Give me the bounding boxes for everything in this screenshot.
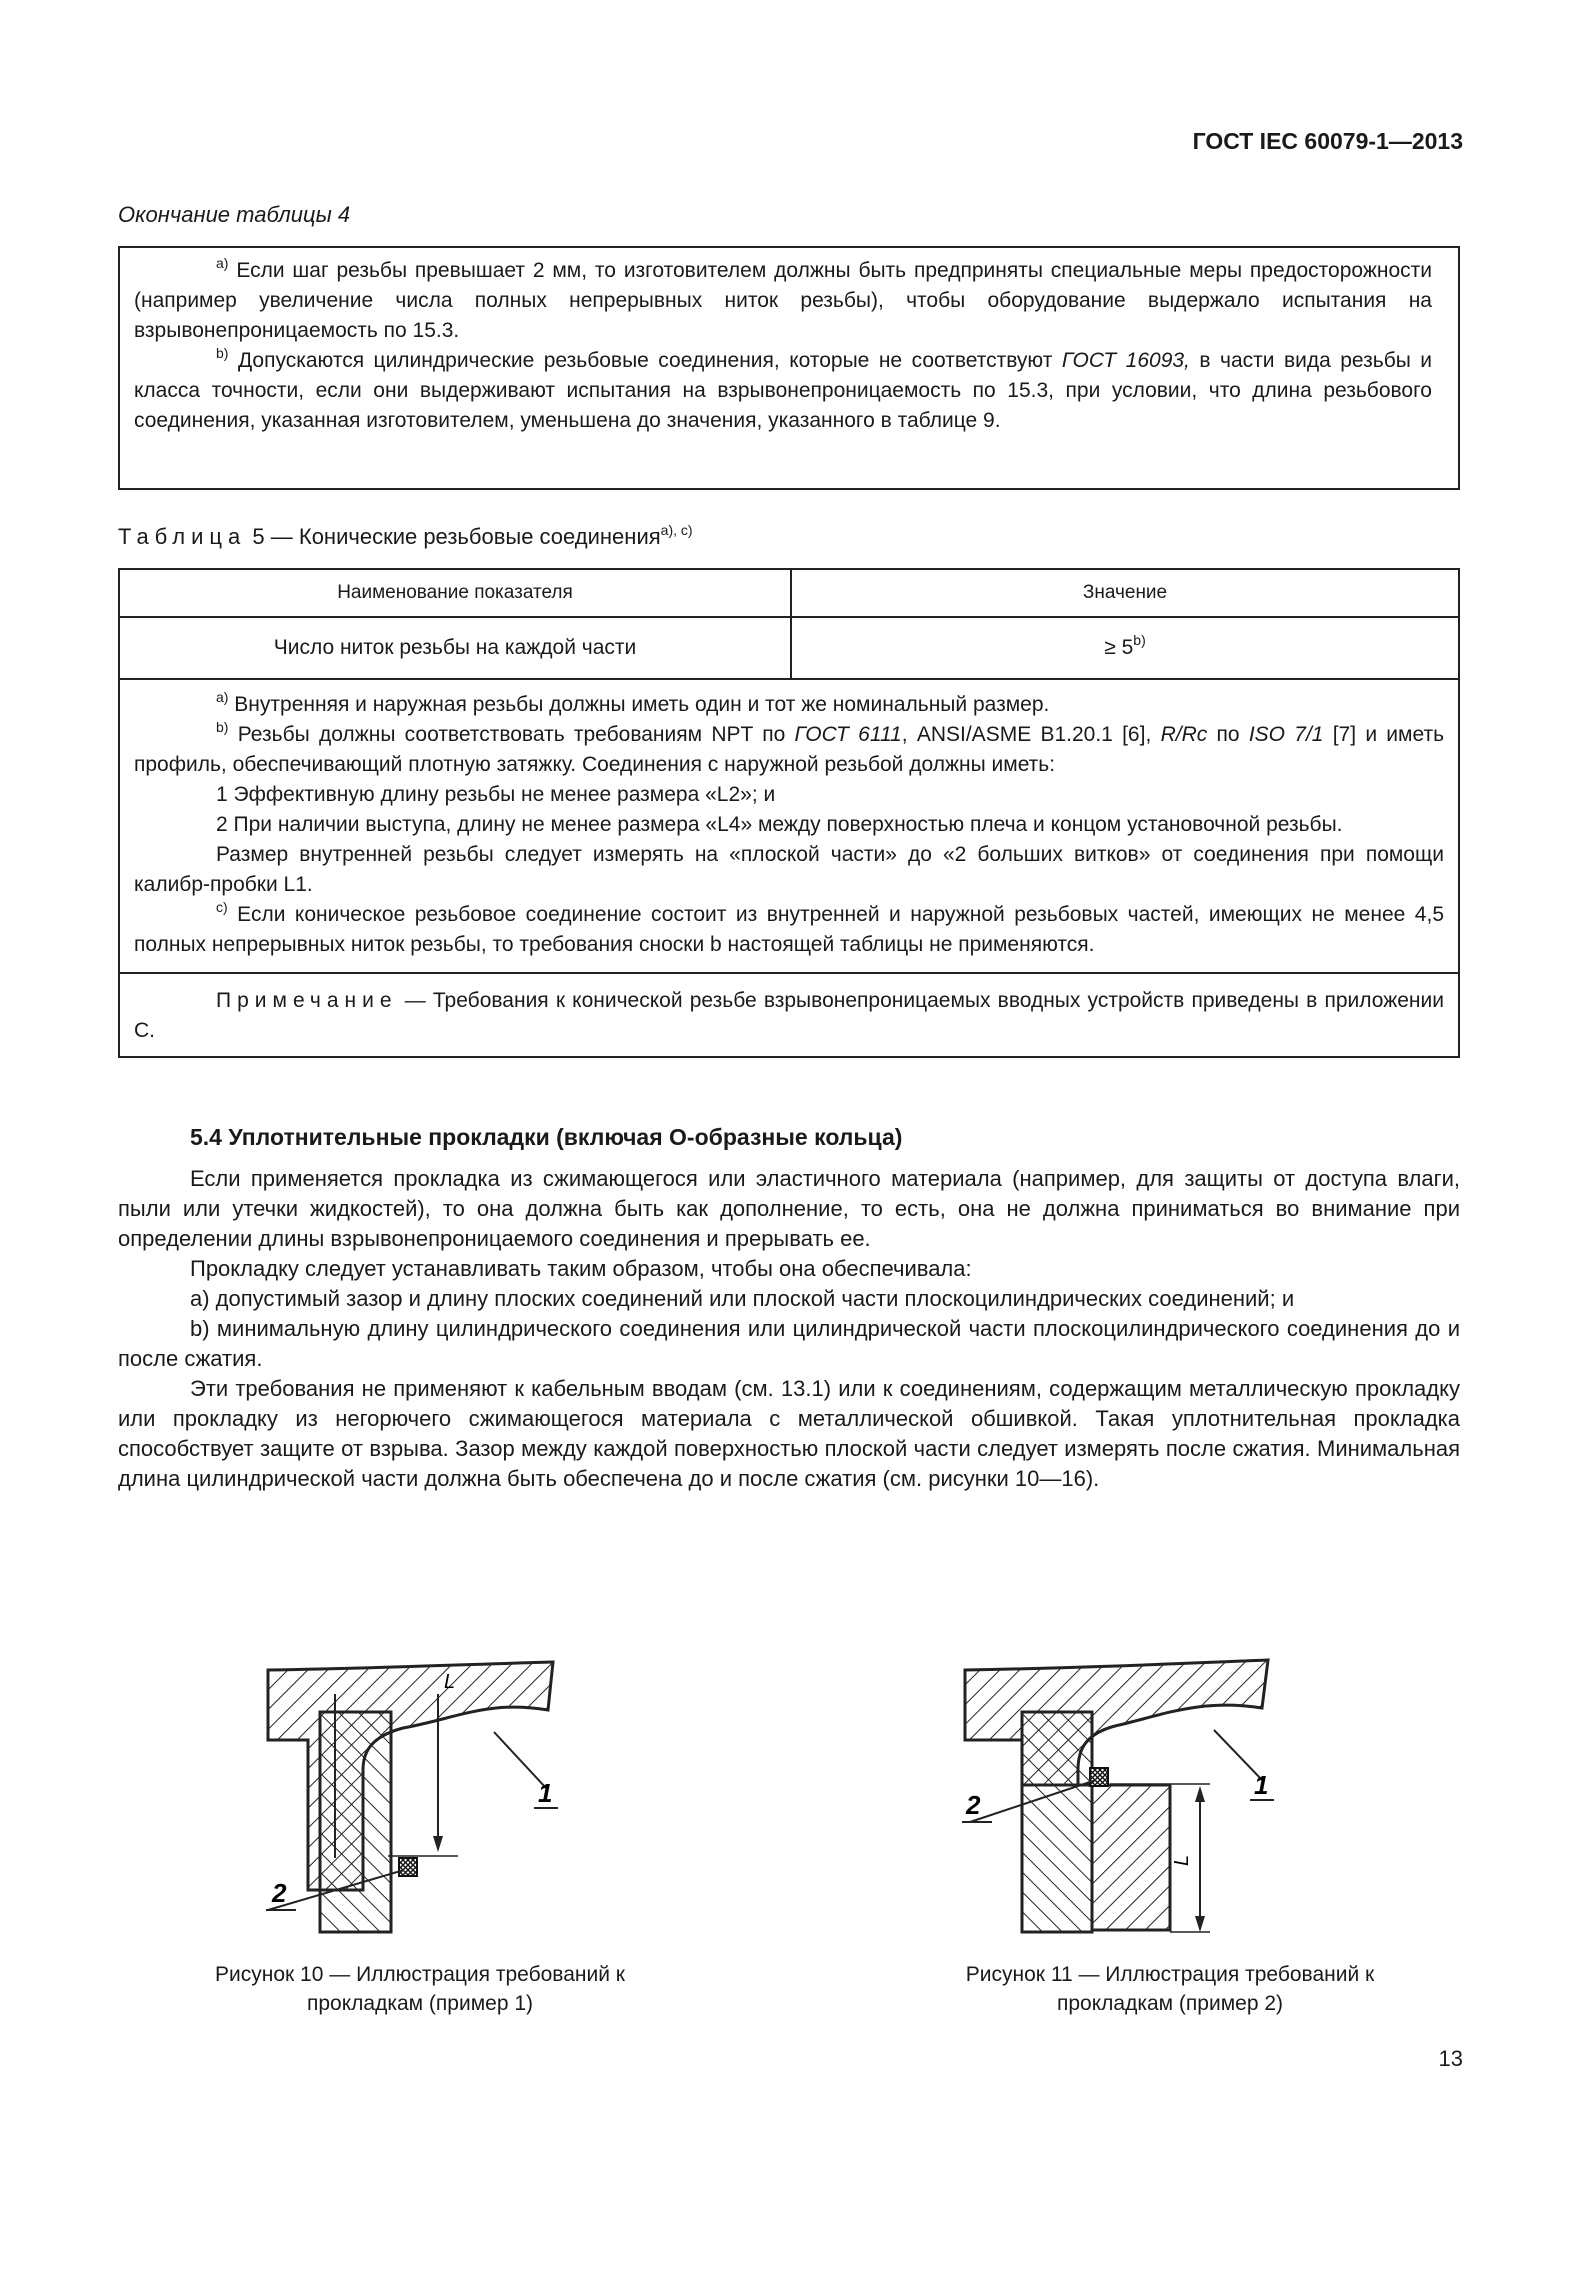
table4-footnote-a xyxy=(134,256,1432,346)
paragraph: Прокладку следует устанавливать таким образом, чтобы она обеспечивала: xyxy=(190,1256,972,1281)
table-title: — Конические резьбовые соединения xyxy=(270,524,661,549)
paragraph: Эти требования не применяют к кабельным вводам (см. 13.1) или к соединениям, содержащим металлическую прокладку или прокладку из негорючего сжимающегося материала с металлической обшивкой. Такая уплотнительная прокладка способствует защите от взрыва. Зазор между каждой поверхностью плоской части следует измерять после сжатия. Минимальная длина цилиндрической части должна быть обеспечена до и после сжатия (см. рисунки 10—16). xyxy=(118,1376,1460,1491)
table-title-footnote-marks: а), c) xyxy=(660,522,693,538)
paragraph: Если применяется прокладка из сжимающегося или эластичного материала (например, для защиты от доступа влаги, пыли или утечки жидкостей), то она должна быть как дополнение, то есть, она не должна приниматься во внимание при определении длины взрывонепроницаемого соединения и прерывать ее. xyxy=(118,1166,1460,1251)
paragraph: b) минимальную длину цилиндрического соединения или цилиндрической части плоскоцилиндрического соединения до и после сжатия. xyxy=(118,1316,1460,1371)
label-1: 1 xyxy=(538,1778,553,1808)
page-number: 13 xyxy=(1438,2046,1463,2071)
footnote-mark: b) xyxy=(216,345,229,361)
footnote-text: в части вида резьбы и класса точности, если они выдерживают испытания на взрывонепроницаемость по 15.3, при условии, что длина резьбового соединения, указанная изготовителем, уменьшена до значения, указанного в таблице 9. xyxy=(134,349,1433,432)
thread-designation: R/Rc xyxy=(1160,723,1208,746)
table-continuation-caption: Окончание таблицы 4 xyxy=(118,202,351,227)
paragraph: a) допустимый зазор и длину плоских соединений или плоской части плоскоцилиндрических соединений; и xyxy=(190,1286,1295,1311)
dimension-arrow-bottom xyxy=(1195,1916,1205,1932)
label-2: 2 xyxy=(966,1790,981,1820)
table5-note-cell xyxy=(119,973,1459,1057)
standard-reference: ГОСТ 16093, xyxy=(1061,349,1190,372)
table4-footnotes-box xyxy=(118,246,1460,490)
footnote-text: Резьбы должны соответствовать требованиям NPT по xyxy=(237,723,786,746)
table5-note xyxy=(134,986,1444,1046)
figure-10-caption: Рисунок 10 — Иллюстрация требований к прокладкам (пример 1) xyxy=(215,1963,625,2015)
table-row xyxy=(119,617,1459,679)
section-title: 5.4 Уплотнительные прокладки (включая О-образные кольца) xyxy=(190,1124,903,1150)
col-header-value: Значение xyxy=(791,569,1459,617)
table5-footnote-b-item1: 1 Эффективную длину резьбы не менее размера «L2»; и xyxy=(216,783,776,806)
table5-footnotes-row xyxy=(119,679,1459,973)
label-1: 1 xyxy=(1254,1770,1269,1800)
footnote-text: Внутренняя и наружная резьбы должны иметь один и тот же номинальный размер. xyxy=(234,693,1050,716)
figure-10-drawing xyxy=(208,1640,648,1950)
footnote-text: по xyxy=(1216,723,1240,746)
table5-footnote-b-measure: Размер внутренней резьбы следует измерять на «плоской части» до «2 больших витков» от соединения при помощи калибр-пробки L1. xyxy=(134,843,1444,896)
footnote-text: Если шаг резьбы превышает 2 мм, то изготовителем должны быть предприняты специальные меры предосторожности (например увеличение числа полных непрерывных ниток резьбы), чтобы оборудование выдержало испытания на взрывонепроницаемость по 15.3. xyxy=(134,259,1432,342)
footnote-mark: c) xyxy=(216,899,228,915)
table5-caption xyxy=(118,524,693,550)
gasket-seal xyxy=(1090,1768,1108,1786)
table5-note-row xyxy=(119,973,1459,1057)
lower-part-outline xyxy=(1022,1712,1092,1932)
table-number: 5 xyxy=(252,524,265,549)
footnote-mark: a) xyxy=(216,255,229,271)
lower-part-outline xyxy=(320,1712,391,1932)
label-L: L xyxy=(1171,1854,1193,1866)
footnote-text: Допускаются цилиндрические резьбовые соединения, которые не соответствуют xyxy=(237,349,1053,372)
col-header-name: Наименование показателя xyxy=(119,569,791,617)
label-2: 2 xyxy=(272,1878,287,1908)
note-label: Примечание xyxy=(216,989,398,1012)
standard-reference: ГОСТ 6111 xyxy=(794,723,902,746)
row-value-cell xyxy=(791,617,1459,679)
table5-footnote-b xyxy=(134,720,1444,780)
table5-footnote-c xyxy=(134,900,1444,960)
figure-11-drawing xyxy=(900,1640,1360,1950)
dimension-arrow-top xyxy=(1195,1786,1205,1802)
gasket-seal xyxy=(399,1858,417,1876)
label-L: L xyxy=(444,1671,456,1693)
footnote-text: , ANSI/ASME B1.20.1 [6], xyxy=(901,723,1152,746)
table5-footnotes-cell xyxy=(119,679,1459,973)
footnote-text: Если коническое резьбовое соединение состоит из внутренней и наружной резьбовых частей, имеющих не менее 4,5 полных непрерывных ниток резьбы, то требования сноски b настоящей таблицы не применяются. xyxy=(134,903,1444,956)
table5-header-row xyxy=(119,569,1459,617)
note-text: — Требования к конической резьбе взрывонепроницаемых вводных устройств приведены в приложении С. xyxy=(134,989,1444,1042)
table5-footnote-a xyxy=(134,690,1444,720)
footnote-text: [7] и иметь профиль, обеспечивающий плотную затяжку. Соединения с наружной резьбой должны иметь: xyxy=(134,723,1445,776)
table4-footnote-b xyxy=(134,346,1432,436)
right-part-outline xyxy=(1078,1785,1170,1930)
section-body xyxy=(118,1164,1460,1494)
upper-part-outline xyxy=(965,1660,1268,1785)
table-word: Таблица xyxy=(118,524,247,549)
table5 xyxy=(118,568,1460,1058)
table5-footnote-b-item2: 2 При наличии выступа, длину не менее размера «L4» между поверхностью плеча и концом установочной резьбы. xyxy=(216,813,1343,836)
footnote-mark: b) xyxy=(216,719,229,735)
standard-reference: ISO 7/1 xyxy=(1248,723,1324,746)
figure-11-caption: Рисунок 11 — Иллюстрация требований к прокладкам (пример 2) xyxy=(965,1963,1375,2015)
footnote-mark: b) xyxy=(1133,632,1146,648)
standard-code: ГОСТ IEC 60079-1—2013 xyxy=(1192,128,1463,154)
dimension-arrow xyxy=(433,1836,443,1852)
footnote-mark: a) xyxy=(216,689,229,705)
row-name-cell: Число ниток резьбы на каждой части xyxy=(119,617,791,679)
row-value: ≥ 5 xyxy=(1104,636,1134,659)
